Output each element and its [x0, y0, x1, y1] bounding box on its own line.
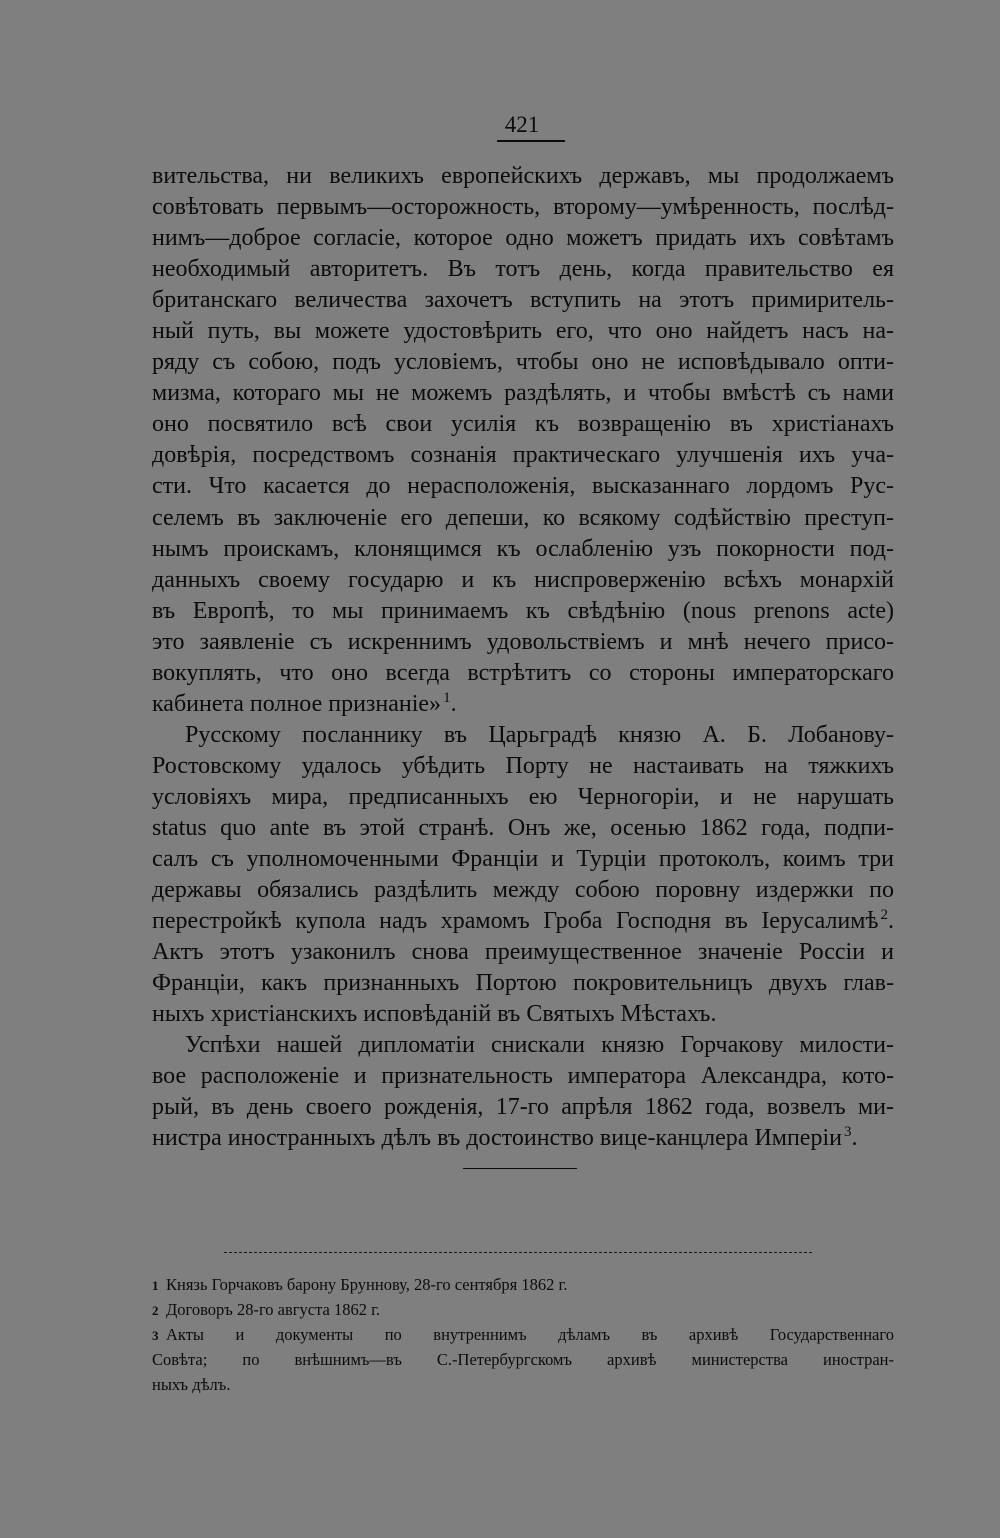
footnote-3-continued: ныхъ дѣлъ. — [152, 1375, 231, 1394]
footnote-3 — [152, 1322, 894, 1347]
text-line-with-ref: нистра иностранныхъ дѣлъ въ достоинство вице-канцлера Имперіи $^3$. — [152, 1124, 858, 1152]
paragraph-start-line: Русскому посланнику въ Царьградѣ князю А. Б. Лобанову- — [185, 721, 894, 748]
footnotes — [152, 1272, 894, 1397]
text-line-with-ref: перестройкѣ купола надъ храмомъ Гроба Господня въ Іерусалимѣ $^2$. — [152, 907, 894, 935]
text-line: нистра иностранныхъ дѣлъ въ достоинство вице-канцлера Имперіи — [152, 1125, 842, 1152]
text-line: нымъ проискамъ, клонящимся къ ослабленію узъ покорности под- — [152, 535, 894, 562]
text-line: салъ съ уполномоченными Франціи и Турціи протоколъ, коимъ три — [152, 846, 894, 873]
text-line: необходимый авторитетъ. Въ тотъ день, когда правительство ея — [152, 256, 894, 283]
text-line: совѣтовать первымъ—осторожность, второму—умѣренность, послѣд- — [152, 194, 894, 221]
text-line: мизма, котораго мы не можемъ раздѣлять, и чтобы вмѣстѣ съ нами — [152, 380, 894, 407]
text-line: вительства, ни великихъ европейскихъ державъ, мы продолжаемъ — [152, 163, 894, 189]
footnote-text: Акты и документы по внутреннимъ дѣламъ въ архивѣ Государственнаго — [166, 1325, 894, 1344]
text-line: селемъ въ заключеніе его депеши, ко всякому содѣйствію преступ- — [152, 504, 894, 531]
text-line: вое расположеніе и признательность императора Александра, кото- — [152, 1063, 894, 1090]
page-number-rule — [497, 140, 565, 142]
text-line: кабинета полное признаніе» — [152, 690, 442, 717]
text-line: нимъ—доброе согласіе, которое одно можетъ придать ихъ совѣтамъ — [152, 225, 894, 252]
text-line: status quo ante въ этой странѣ. Онъ же, осенью 1862 года, подпи- — [152, 814, 894, 841]
page-number: 421 — [504, 112, 540, 137]
text-line: сти. Что касается до нерасположенія, высказаннаго лордомъ Рус- — [152, 473, 894, 500]
footnote-text: Князь Горчаковъ барону Бруннову, 28-го сентября 1862 г. — [166, 1275, 568, 1294]
text-line: ряду съ собою, подъ условіемъ, чтобы оно не исповѣдывало опти- — [152, 349, 894, 376]
section-end-rule — [463, 1168, 577, 1169]
paragraph-start-line: Успѣхи нашей дипломатіи снискали князю Горчакову милости- — [185, 1032, 894, 1059]
text-line: британскаго величества захочетъ вступить на этотъ примиритель- — [152, 287, 894, 314]
text-line: рый, въ день своего рожденія, 17-го апрѣля 1862 года, возвелъ ми- — [152, 1094, 894, 1121]
text-line: перестройкѣ купола надъ храмомъ Гроба Господня въ Іерусалимѣ — [152, 908, 879, 935]
text-line: оно посвятило всѣ свои усилія къ возвращенію въ христіанахъ — [152, 411, 894, 438]
footnote-marker: 3 — [152, 1328, 159, 1343]
text-line: Актъ этотъ узаконилъ снова преимущественное значеніе Россіи и — [152, 939, 894, 966]
footnote-separator — [224, 1252, 812, 1253]
text-line-with-ref: кабинета полное признаніе» $^1$. — [152, 689, 457, 717]
footnote-ref: 1 — [443, 689, 451, 706]
text-line: Ростовскому удалось убѣдить Порту не настаивать на тяжкихъ — [152, 752, 894, 779]
footnote-2 — [152, 1297, 894, 1322]
text-line: въ Европѣ, то мы принимаемъ къ свѣдѣнію (nous prenons acte) — [152, 597, 894, 624]
text-line: ныхъ христіанскихъ исповѣданій въ Святыхъ Мѣстахъ. — [152, 1001, 717, 1028]
footnote-marker: 1 — [152, 1278, 159, 1293]
footnote-ref: 3 — [843, 1124, 852, 1141]
footnote-1 — [152, 1272, 894, 1297]
footnote-ref: 2 — [880, 907, 888, 924]
text-line: это заявленіе съ искреннимъ удовольствіемъ и мнѣ нечего присо- — [152, 628, 894, 655]
footnote-text: Договоръ 28-го августа 1862 г. — [166, 1300, 381, 1319]
text-line: данныхъ своему государю и къ ниспроверженію всѣхъ монархій — [152, 566, 894, 593]
text-line: вокуплять, что оно всегда встрѣтитъ со стороны императорскаго — [152, 659, 894, 686]
body-text — [152, 161, 894, 1155]
footnote-3-continued: Совѣта; по внѣшнимъ—въ С.-Петербургскомъ архивѣ министерства иностран- — [152, 1350, 894, 1369]
text-line: условіяхъ мира, предписанныхъ ею Черногоріи, и не нарушать — [152, 783, 894, 810]
text-line: ный путь, вы можете удостовѣрить его, что оно найдетъ насъ на- — [152, 318, 894, 345]
text-line: Франціи, какъ признанныхъ Портою покровительницъ двухъ глав- — [152, 970, 894, 997]
text-line: державы обязались раздѣлить между собою поровну издержки по — [152, 877, 894, 904]
text-line: довѣрія, посредствомъ сознанія практическаго улучшенія ихъ уча- — [152, 442, 894, 469]
footnote-marker: 2 — [152, 1303, 159, 1318]
